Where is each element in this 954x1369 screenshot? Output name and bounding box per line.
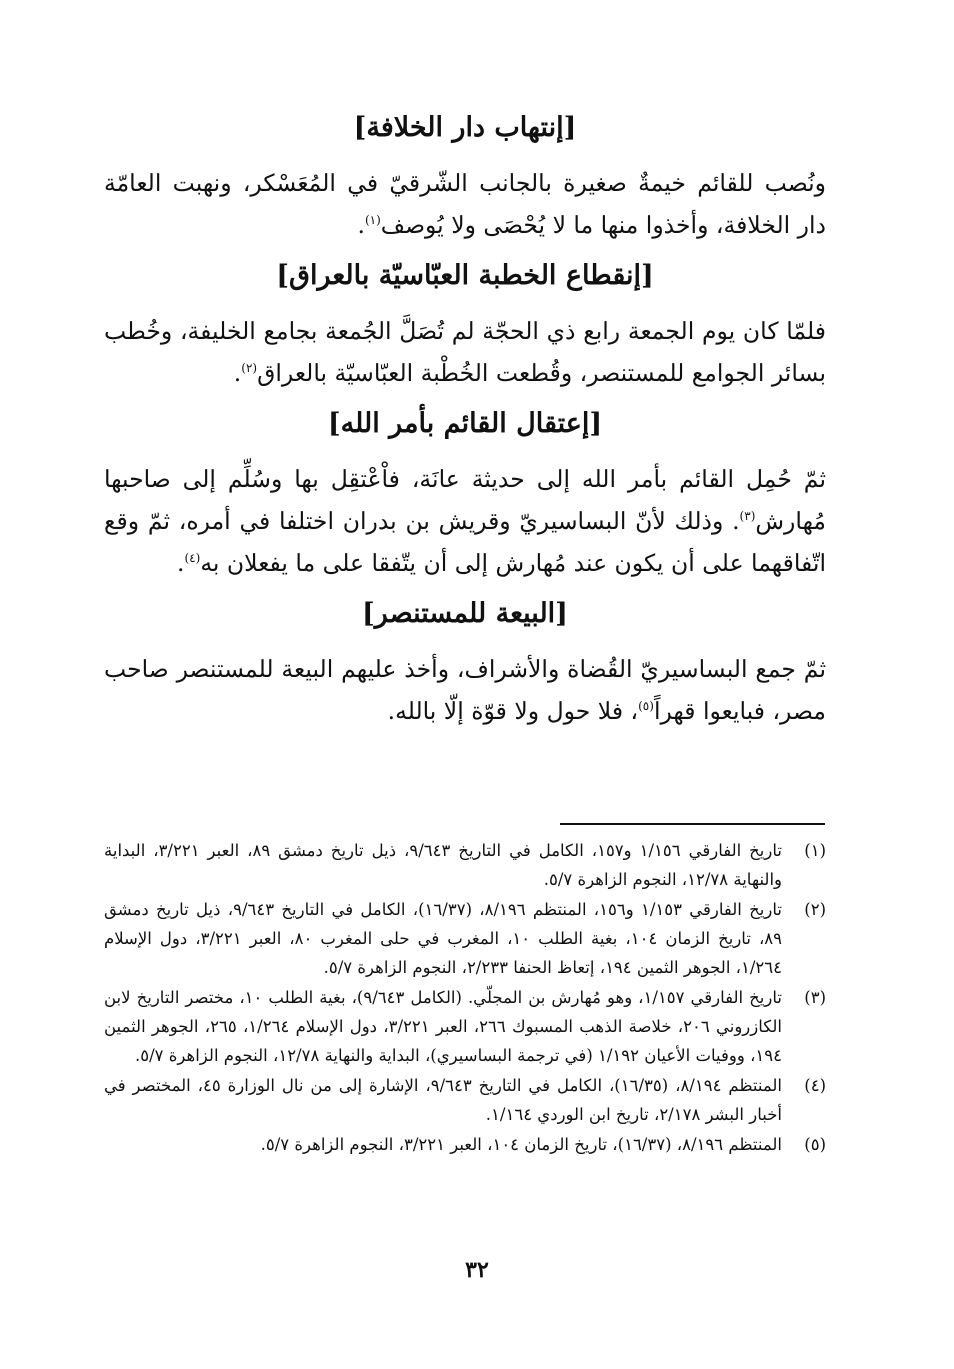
footnote-text: المنتظم ٨/١٩٤، (١٦/٣٥)، الكامل في التاريخ ٩/٦٤٣، الإشارة إلى من نال الوزارة ٤٥، المختصر في أخبار البشر ٢/١٧٨، تاريخ ابن الوردي ١/١٦٤. <box>104 1076 782 1124</box>
paragraph-text: . وذلك لأنّ البساسيريّ وقريش بن بدران اختلفا في أمره، ثمّ وقع اتّفاقهما على أن يكون عند مُهارش إلى أن يتّفقا على ما يفعلان به <box>104 507 826 577</box>
footnote-number: (١) <box>804 841 826 860</box>
footnote-marker: (٣) <box>739 509 756 524</box>
footnote-item <box>104 1130 826 1159</box>
footnote-text: تاريخ الفارقي ١/١٥٣ و١٥٦، المنتظم ٨/١٩٦، (١٦/٣٧)، الكامل في التاريخ ٩/٦٤٣، ذيل تاريخ دمشق ٨٩، تاريخ الزمان ١٠٤، بغية الطلب ١٠، المغرب في حلى المغرب ٨٠، العبر ٣/٢٢١، دول الإسلام ١/٢٦٤، الجوهر الثمين ١٩٤، إتعاظ الحنفا ٢/٢٣٣، النجوم الزاهرة ٥/٧. <box>104 900 783 977</box>
footnote-marker: (٥) <box>638 699 654 714</box>
footnote-number: (٥) <box>804 1135 826 1154</box>
section-paragraph-4 <box>104 648 826 732</box>
footnote-item <box>104 895 826 982</box>
footnote-text: المنتظم ٨/١٩٦، (١٦/٣٧)، تاريخ الزمان ١٠٤، العبر ٣/٢٢١، النجوم الزاهرة ٥/٧. <box>260 1135 782 1154</box>
footnote-marker: (٤) <box>184 551 201 566</box>
paragraph-text: . <box>177 549 185 577</box>
section-paragraph-1 <box>104 162 826 246</box>
footnotes <box>104 836 826 1160</box>
page-number: ٣٢ <box>465 1257 489 1283</box>
footnote-item <box>104 983 826 1070</box>
footnote-item <box>104 1071 826 1129</box>
section-paragraph-2 <box>104 310 826 394</box>
paragraph-text: . <box>233 359 242 387</box>
paragraph-text: ونُصب للقائم خيمةٌ صغيرة بالجانب الشّرقيّ في المُعَسْكر، ونهبت العامّة دار الخلافة، وأخذوا منها ما لا يُحْصَى ولا يُوصف <box>104 169 826 239</box>
section-paragraph-3 <box>104 458 826 584</box>
footnote-text: تاريخ الفارقي ١/١٥٧، وهو مُهارش بن المجلّي. (الكامل ٩/٦٤٣)، بغية الطلب ١٠، مختصر التاريخ لابن الكازروني ٢٠٦، خلاصة الذهب المسبوك ٢٦٦، العبر ٣/٢٢١، دول الإسلام ١/٢٦٤، ٢٦٥، الجوهر الثمين ١٩٤، ووفيات الأعيان ١/١٩٢ (في ترجمة البساسيري)، البداية والنهاية ١٢/٧٨، النجوم الزاهرة ٥/٧. <box>104 988 782 1065</box>
section-heading-1: [إنتهاب دار الخلافة] <box>353 112 577 143</box>
paragraph-text: ، فلا حول ولا قوّة إلّا بالله. <box>387 697 639 725</box>
section-heading-2: [إنقطاع الخطبة العبّاسيّة بالعراق] <box>276 260 654 291</box>
footnote-divider <box>560 823 825 825</box>
footnote-item <box>104 836 826 894</box>
section-heading-4: [البيعة للمستنصر] <box>362 598 568 629</box>
footnote-number: (٢) <box>804 900 826 919</box>
section-heading-3: [إعتقال القائم بأمر الله] <box>327 408 603 439</box>
footnote-number: (٣) <box>804 988 826 1007</box>
footnote-marker: (١) <box>364 213 381 228</box>
footnote-text: تاريخ الفارقي ١/١٥٦ و١٥٧، الكامل في التاريخ ٩/٦٤٣، ذيل تاريخ دمشق ٨٩، العبر ٣/٢٢١، البداية والنهاية ١٢/٧٨، النجوم الزاهرة ٥/٧. <box>104 841 782 889</box>
footnote-marker: (٢) <box>241 361 258 376</box>
paragraph-text: . <box>357 211 365 239</box>
paragraph-text: ثمّ جمع البساسيريّ القُضاة والأشراف، وأخذ عليهم البيعة للمستنصر صاحب مصر، فبايعوا قهراً <box>104 655 826 725</box>
paragraph-text: ثمّ حُمِل القائم بأمر الله إلى حديثة عانَة، فاْعْتقِل بها وسُلِّم إلى صاحبها مُهارش <box>104 465 826 535</box>
paragraph-text: فلمّا كان يوم الجمعة رابع ذي الحجّة لم تُصَلَّ الجُمعة بجامع الخليفة، وخُطب بسائر الجوامع للمستنصر، وقُطعت الخُطْبة العبّاسيّة بالعراق <box>104 317 826 387</box>
footnote-number: (٤) <box>804 1076 826 1095</box>
